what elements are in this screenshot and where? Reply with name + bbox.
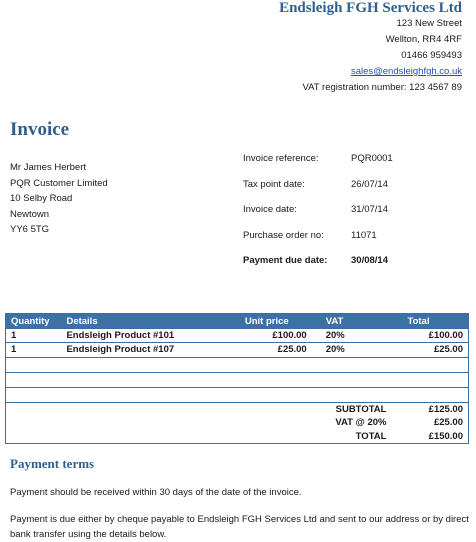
company-phone: 01466 959493	[401, 50, 462, 61]
invoice-reference-value: PQR0001	[351, 153, 393, 165]
row-details: Endsleigh Product #107	[61, 343, 239, 357]
header-unit-price: Unit price	[240, 314, 312, 329]
invoice-date-label: Invoice date:	[243, 204, 297, 216]
tax-point-date-label: Tax point date:	[243, 178, 305, 190]
payment-terms-paragraph-2: Payment is due either by cheque payable to Endsleigh FGH Services Ltd and sent to our address or by direct bank transfer using the details below.	[10, 514, 469, 540]
company-vat-registration: VAT registration number: 123 4567 89	[302, 82, 462, 93]
company-name: Endsleigh FGH Services Ltd	[279, 0, 462, 16]
tax-point-date-value: 26/07/14	[351, 178, 388, 190]
table-row	[6, 343, 469, 357]
purchase-order-value: 11071	[351, 229, 377, 241]
row-unit-price: £100.00	[240, 329, 312, 343]
subtotal-label: SUBTOTAL	[335, 403, 387, 415]
row-vat: 20%	[312, 343, 392, 357]
row-details: Endsleigh Product #101	[61, 329, 239, 343]
customer-name: Mr James Herbert	[10, 162, 87, 173]
invoice-title: Invoice	[10, 119, 70, 140]
grand-total-label: TOTAL	[355, 430, 387, 442]
customer-postcode: YY6 5TG	[10, 224, 50, 235]
invoice-reference-label: Invoice reference:	[243, 153, 319, 165]
customer-address	[10, 160, 108, 238]
subtotal-row	[6, 402, 469, 416]
row-unit-price: £25.00	[240, 343, 312, 357]
payment-terms-paragraph-1: Payment should be received within 30 days of the date of the invoice.	[10, 487, 302, 498]
row-quantity: 1	[6, 329, 62, 343]
payment-due-date-row	[243, 248, 393, 274]
payment-due-date-label: Payment due date:	[243, 255, 328, 267]
purchase-order-label: Purchase order no:	[243, 229, 324, 241]
invoice-date-value: 31/07/14	[351, 204, 388, 216]
grand-total-value: £150.00	[428, 430, 463, 442]
invoice-details	[243, 146, 393, 274]
customer-company: PQR Customer Limited	[10, 177, 108, 189]
table-row-empty	[6, 387, 469, 402]
company-town: Wellton, RR4 4RF	[385, 34, 462, 45]
vat-total-value: £25.00	[433, 417, 463, 429]
table-row	[6, 329, 469, 343]
subtotal-value: £125.00	[428, 403, 463, 415]
purchase-order-row	[243, 223, 393, 249]
row-quantity: 1	[6, 343, 62, 357]
company-street: 123 New Street	[396, 18, 462, 29]
row-total: £25.00	[391, 343, 468, 357]
tax-point-date-row	[243, 172, 393, 198]
total-row	[6, 430, 469, 444]
payment-terms-heading: Payment terms	[10, 456, 95, 471]
invoice-date-row	[243, 197, 393, 223]
company-email-link[interactable]: sales@endsleighfgh.co.uk	[350, 66, 462, 77]
table-row-empty	[6, 357, 469, 372]
company-block	[202, 0, 462, 96]
customer-town: Newtown	[10, 208, 50, 220]
header-vat: VAT	[312, 314, 392, 329]
row-total: £100.00	[391, 329, 468, 343]
header-quantity: Quantity	[6, 314, 62, 329]
row-vat: 20%	[312, 329, 392, 343]
vat-row	[6, 416, 469, 430]
header-details: Details	[61, 314, 239, 329]
invoice-reference-row	[243, 146, 393, 172]
header-total: Total	[391, 314, 468, 329]
invoice-items-table	[5, 313, 469, 444]
customer-street: 10 Selby Road	[10, 193, 73, 204]
table-header-row	[6, 314, 469, 329]
table-row-empty	[6, 372, 469, 387]
vat-total-label: VAT @ 20%	[335, 417, 387, 429]
payment-due-date-value: 30/08/14	[351, 255, 388, 267]
